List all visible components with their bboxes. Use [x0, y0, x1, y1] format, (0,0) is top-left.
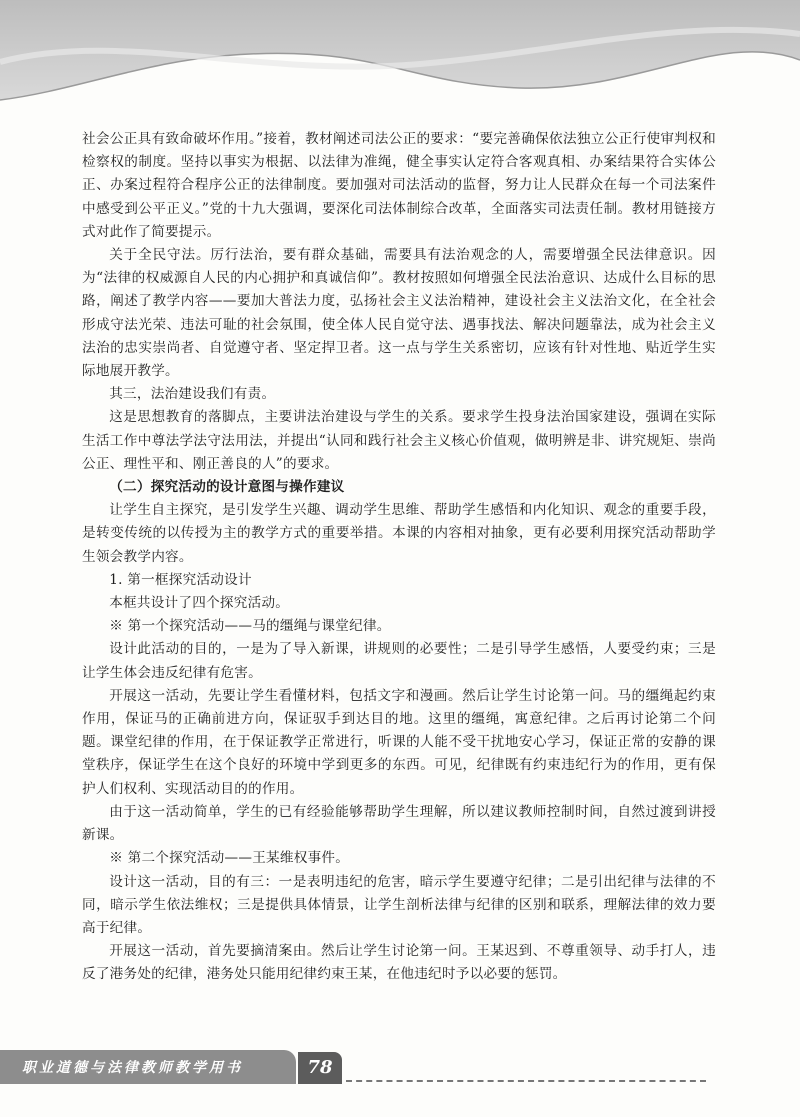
footer-dashed-rule	[346, 1080, 706, 1082]
section-heading: （二）探究活动的设计意图与操作建议	[109, 479, 345, 496]
paragraph: 其三，法治建设我们有责。	[109, 386, 276, 403]
decorative-header-wave	[0, 0, 800, 118]
paragraph: 开展这一活动，首先要摘清案由。然后让学生讨论第一问。王某迟到、不尊重领导、动手打人，违反了港务处的纪律，港务处只能用纪律约束王某，在他违纪时予以必要的惩罚。	[82, 943, 716, 983]
subsection-title: 1. 第一框探究活动设计	[109, 571, 252, 588]
activity-title: ※ 第一个探究活动——马的缰绳与课堂纪律。	[109, 618, 391, 635]
paragraph: 设计这一活动，目的有三：一是表明违纪的危害，暗示学生要遵守纪律；二是引出纪律与法律的不同，暗示学生依法维权；三是提供具体情景，让学生剖析法律与纪律的区别和联系，理解法律的效力要高于纪律。	[82, 873, 716, 936]
paragraph: 社会公正具有致命破坏作用。”接着，教材阐述司法公正的要求：“要完善确保依法独立公正行使审判权和检察权的制度。坚持以事实为根据、以法律为准绳，健全事实认定符合客观真相、办案结果符合实体公正、办案过程符合程序公正的法律制度。要加强对司法活动的监督，努力让人民群众在每一个司法案件中感受到公平正义。”党的十九大强调，要深化司法体制综合改革，全面落实司法责任制。教材用链接方式对此作了简要提示。	[82, 131, 716, 240]
paragraph: 关于全民守法。厉行法治，要有群众基础，需要具有法治观念的人，需要增强全民法律意识。因为“法律的权威源自人民的内心拥护和真诚信仰”。教材按照如何增强全民法治意识、达成什么目标的思路，阐述了教学内容——要加大普法力度，弘扬社会主义法治精神，建设社会主义法治文化，在全社会形成守法光荣、违法可耻的社会氛围，使全体人民自觉守法、遇事找法、解决问题靠法，成为社会主义法治的忠实崇尚者、自觉遵守者、坚定捍卫者。这一点与学生关系密切，应该有针对性地、贴近学生实际地展开教学。	[82, 247, 716, 380]
paragraph: 本框共设计了四个探究活动。	[109, 595, 290, 612]
book-title: 职业道德与法律教师教学用书	[22, 1060, 243, 1076]
paragraph: 这是思想教育的落脚点，主要讲法治建设与学生的关系。要求学生投身法治国家建设，强调在实际生活工作中尊法学法守法用法，并提出“认同和践行社会主义核心价值观，做明辨是非、讲究规矩、崇尚公正、理性平和、刚正善良的人”的要求。	[82, 409, 716, 472]
paragraph: 开展这一活动，先要让学生看懂材料，包括文字和漫画。然后让学生讨论第一问。马的缰绳起约束作用，保证马的正确前进方向，保证驭手到达目的地。这里的缰绳，寓意纪律。之后再讨论第二个问题。课堂纪律的作用，在于保证教学正常进行，听课的人能不受干扰地安心学习，保证正常的安静的课堂秩序，保证学生在这个良好的环境中学到更多的东西。可见，纪律既有约束违纪行为的作用，更有保护人们权利、实现活动目的的作用。	[82, 687, 716, 797]
paragraph: 由于这一活动简单，学生的已有经验能够帮助学生理解，所以建议教师控制时间，自然过渡到讲授新课。	[82, 803, 716, 844]
activity-title: ※ 第二个探究活动——王某维权事件。	[109, 850, 350, 867]
paragraph: 让学生自主探究，是引发学生兴趣、调动学生思维、帮助学生感悟和内化知识、观念的重要手段，是转变传统的以传授为主的教学方式的重要举措。本课的内容相对抽象，更有必要利用探究活动帮助学生领会教学内容。	[82, 502, 716, 565]
paragraph: 设计此活动的目的，一是为了导入新课，讲规则的必要性；二是引导学生感悟，人要受约束；三是让学生体会违反纪律有危害。	[82, 641, 716, 681]
body-text	[82, 128, 716, 987]
page-number: 78	[298, 1052, 342, 1084]
